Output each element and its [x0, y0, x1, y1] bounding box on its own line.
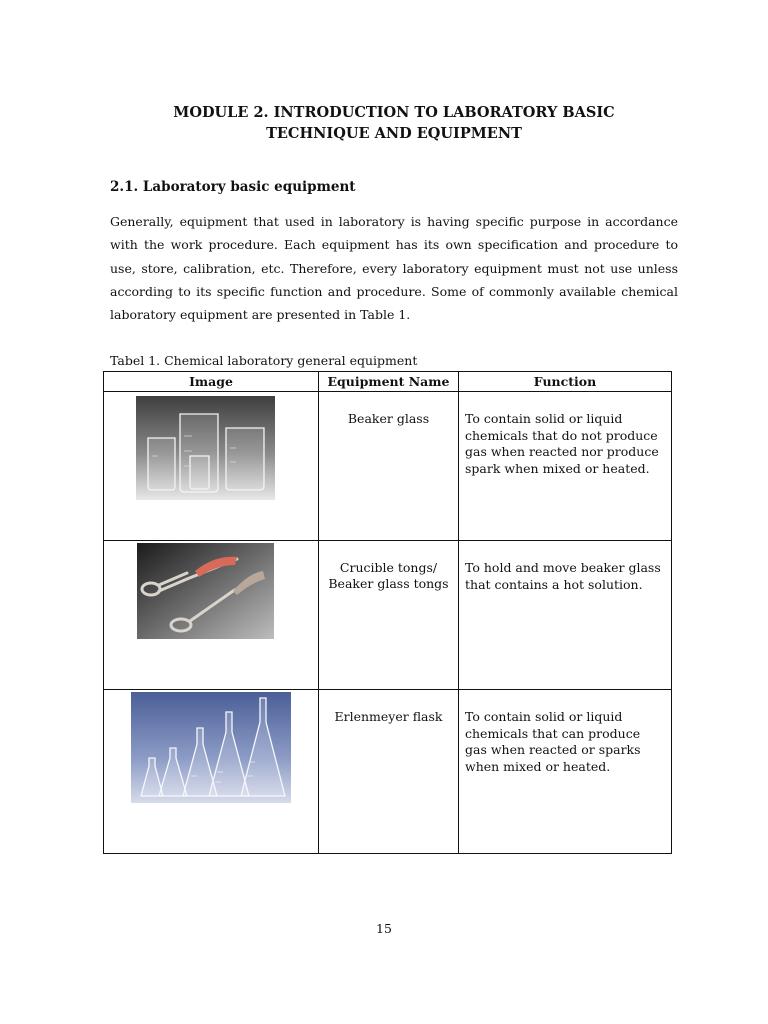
table-row — [104, 392, 672, 541]
page-title: MODULE 2. INTRODUCTION TO LABORATORY BASIC TECHNIQUE AND EQUIPMENT — [173, 104, 615, 142]
table-caption: Tabel 1. Chemical laboratory general equipment — [110, 353, 418, 368]
image-cell — [104, 392, 319, 541]
section-heading: 2.1. Laboratory basic equipment — [110, 179, 356, 195]
table-row — [104, 541, 672, 690]
body-paragraph: Generally, equipment that used in laboratory is having specific purpose in accordance with the work procedure. Each equipment has its own specification and procedure to use, store, calibration, etc. Therefore, every laboratory equipment must not use unless according to its specific function and procedure. Some of commonly available chemical laboratory equipment are presented in Table 1. — [110, 214, 678, 323]
table-header-row — [104, 372, 672, 392]
equipment-table — [103, 371, 672, 854]
function-cell: To hold and move beaker glass that contains a hot solution. — [459, 541, 672, 690]
equipment-name-cell: Crucible tongs/ Beaker glass tongs — [319, 541, 459, 690]
image-cell — [104, 541, 319, 690]
equipment-name-cell: Beaker glass — [319, 392, 459, 541]
beakers-photo — [136, 396, 275, 500]
erlenmeyer-flasks-photo — [131, 692, 291, 803]
page-number: 15 — [376, 921, 392, 936]
image-cell — [104, 690, 319, 854]
header-equipment-name: Equipment Name — [319, 372, 459, 392]
tongs-photo — [137, 543, 274, 639]
function-cell: To contain solid or liquid chemicals that do not produce gas when reacted nor produce spark when mixed or heated. — [459, 392, 672, 541]
function-cell: To contain solid or liquid chemicals that can produce gas when reacted or sparks when mixed or heated. — [459, 690, 672, 854]
table-row — [104, 690, 672, 854]
header-image: Image — [104, 372, 319, 392]
equipment-name-cell: Erlenmeyer flask — [319, 690, 459, 854]
header-function: Function — [459, 372, 672, 392]
